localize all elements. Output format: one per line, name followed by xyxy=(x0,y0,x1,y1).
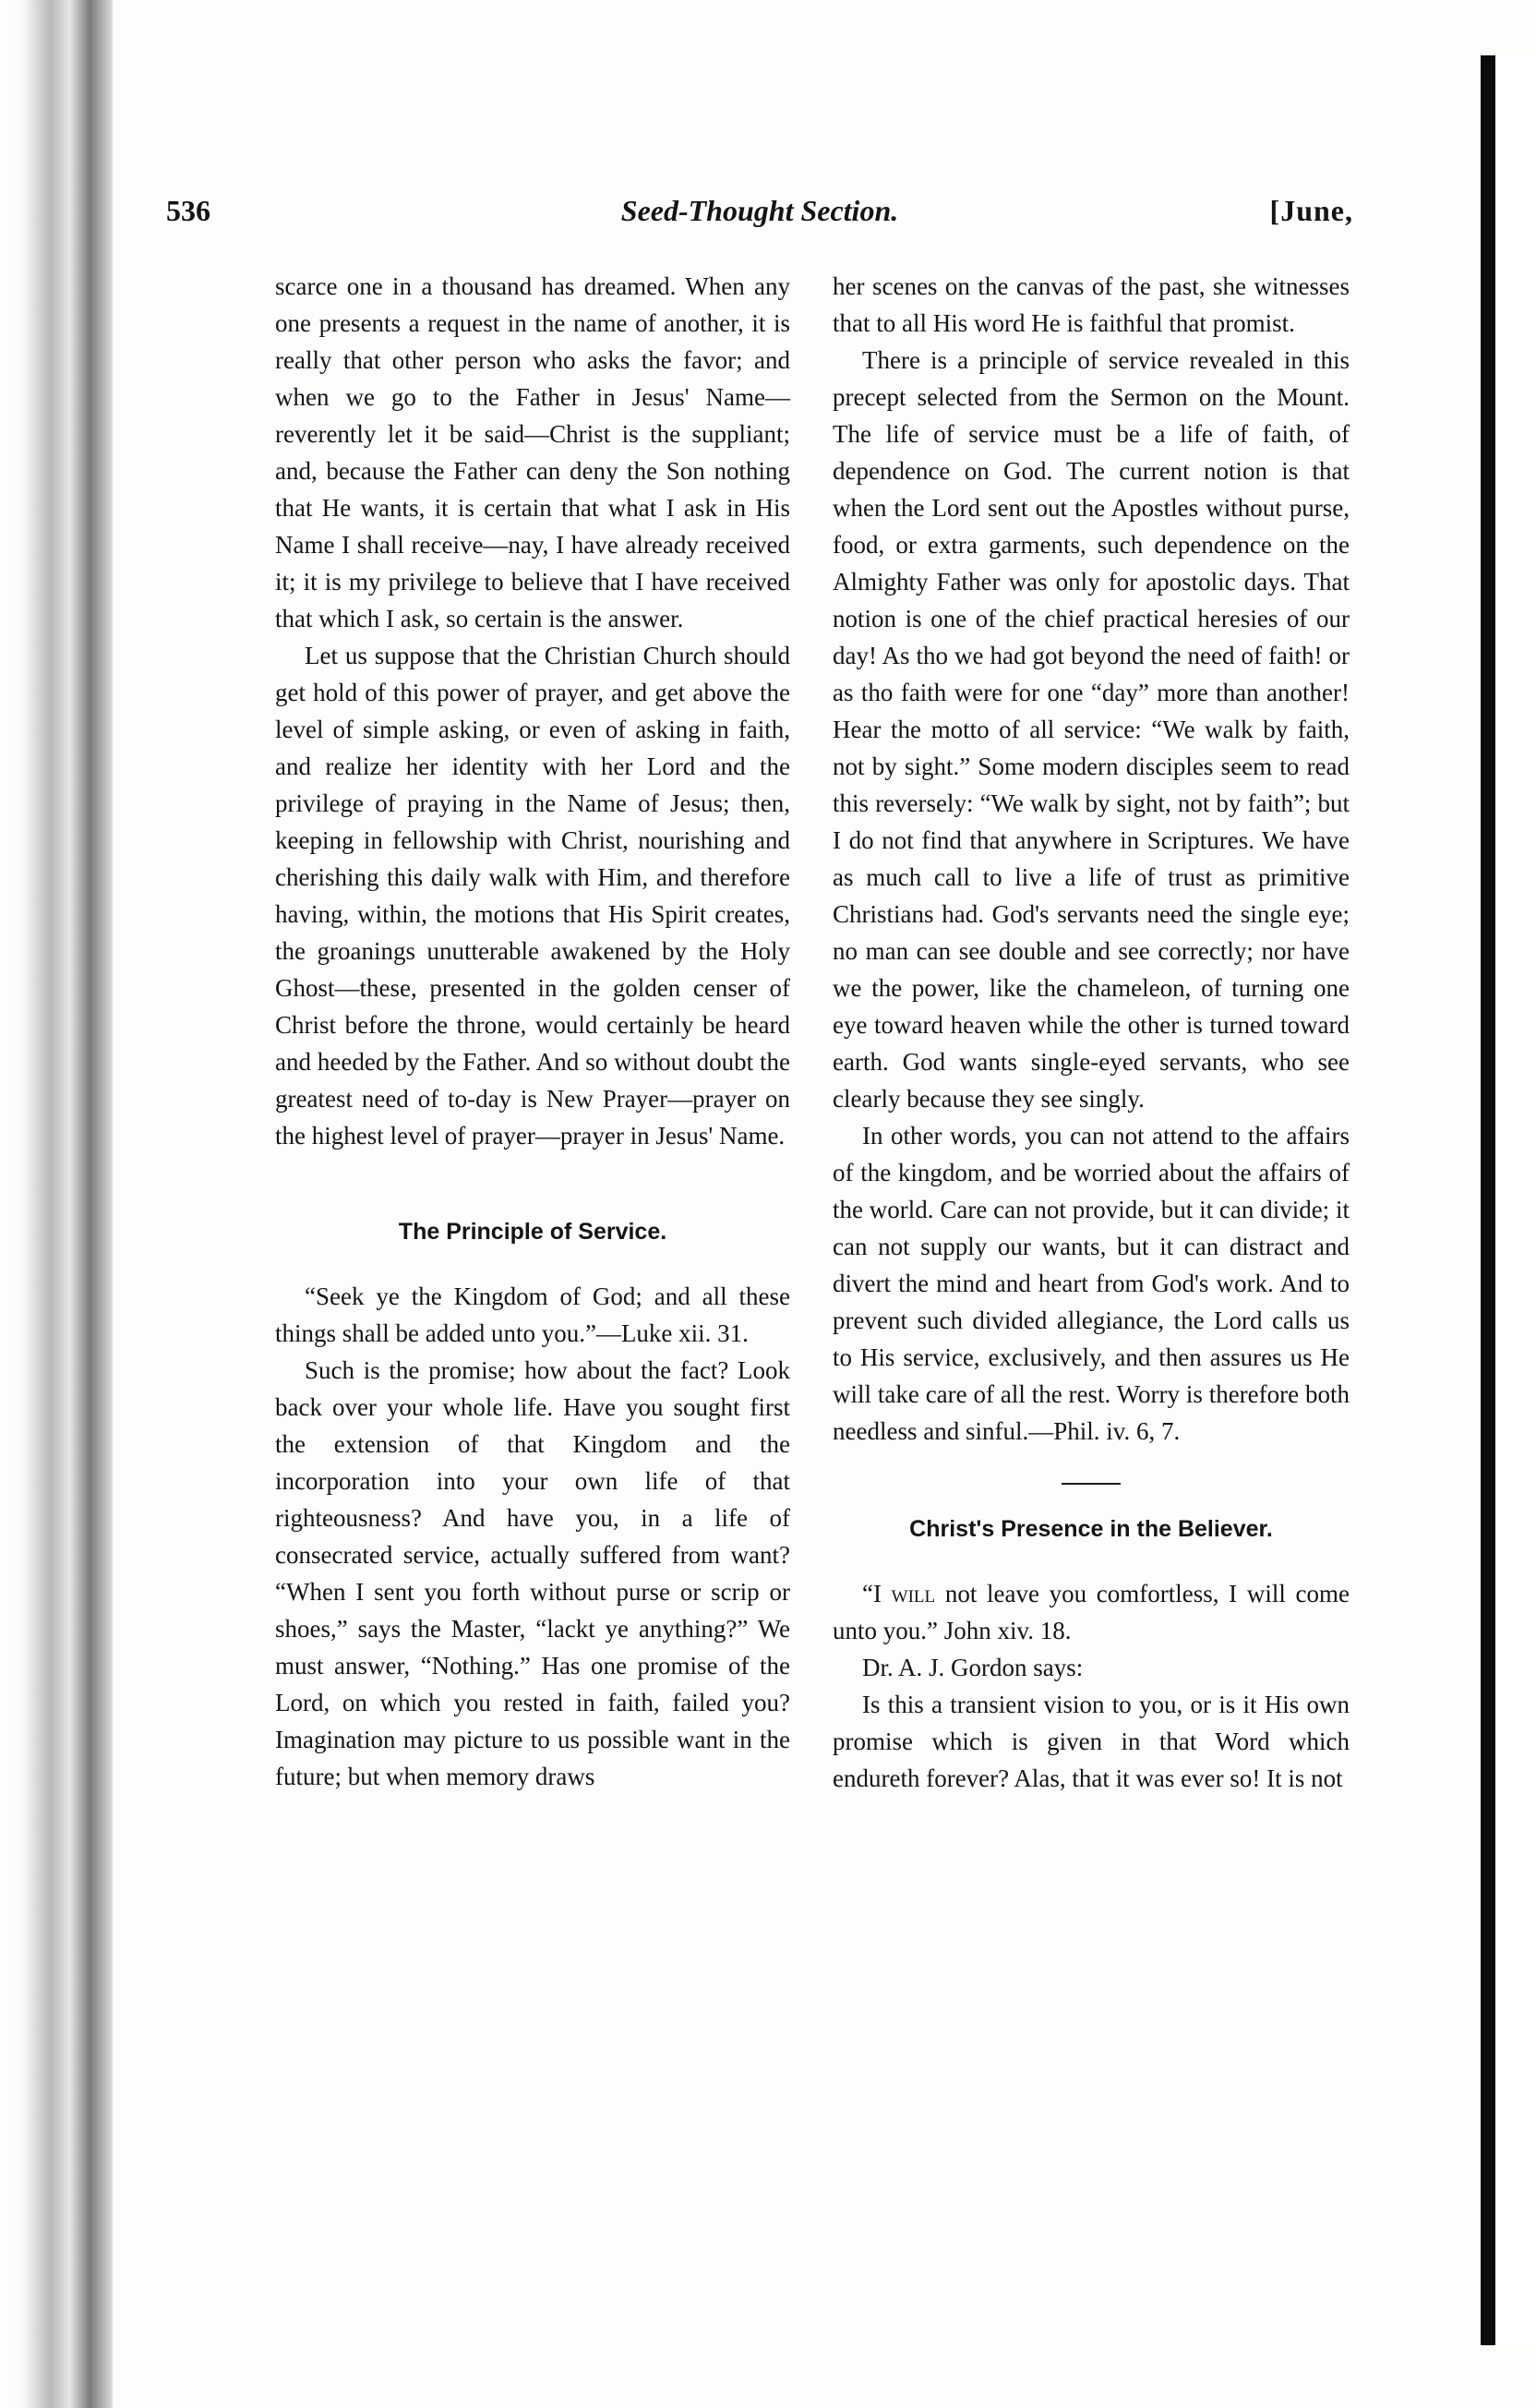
running-title: Seed-Thought Section. xyxy=(620,194,899,227)
right-column xyxy=(833,268,1350,1797)
section-heading: The Principle of Service. xyxy=(398,1219,667,1245)
scripture-quote xyxy=(833,1575,1350,1649)
running-header xyxy=(166,194,1353,249)
paragraph: scarce one in a thousand has dreamed. When any one presents a request in the name of another, it is really that other person who asks the favor; and when we go to the Father in Jesus' Name—reverently let it be said—Christ is the suppliant; and, because the Father can deny the Son nothing that He wants, it is certain that what I ask in His Name I shall receive—nay, I have already received it; it is my privilege to believe that I have received that which I ask, so certain is the answer. xyxy=(275,272,790,632)
paragraph: Dr. A. J. Gordon says: xyxy=(862,1654,1084,1681)
margin-strip xyxy=(1495,55,1536,2345)
quote-rest: not leave you comfortless, I will come unto you.” John xiv. 18. xyxy=(833,1580,1350,1644)
paragraph: There is a principle of service revealed in this precept selected from the Sermon on the Mount. The life of service must be a life of faith, of dependence on God. The current notion is that when the Lord sent out the Apostles without purse, food, or extra garments, such dependence on the Almighty Father was only for apostolic days. That notion is one of the chief practical heresies of our day! As tho we had got beyond the need of faith! or as tho faith were for one “day” more than another! Hear the motto of all service: “We walk by faith, not by sight.” Some modern disciples seem to read this reversely: “We walk by sight, not by faith”; but I do not find that anywhere in Scriptures. We have as much call to live a life of trust as primitive Christians had. God's servants need the single eye; no man can see double and see correctly; nor have we the power, like the chameleon, of turning one eye toward heaven while the other is turned toward earth. God wants single-eyed servants, who see clearly because they see singly. xyxy=(833,346,1350,1113)
left-column xyxy=(275,268,790,1795)
paragraph: Such is the promise; how about the fact? Look back over your whole life. Have you sought first the extension of that Kingdom and the incorporation into your own life of that righteousness? And have you, in a life of consecrated service, actually suffered from want? “When I sent you forth without purse or scrip or shoes,” says the Master, “lackt ye anything?” We must answer, “Nothing.” Has one promise of the Lord, on which you rested in faith, failed you? Imagination may picture to us possible want in the future; but when memory draws xyxy=(275,1356,790,1790)
paragraph: Is this a transient vision to you, or is it His own promise which is given in that Word which endureth forever? Alas, that it was ever so! It is not xyxy=(833,1691,1350,1792)
running-month: [June, xyxy=(1269,194,1353,227)
paragraph: Let us suppose that the Christian Church should get hold of this power of prayer, and get above the level of simple asking, or even of asking in faith, and realize her identity with her Lord and the privilege of praying in the Name of Jesus; then, keeping in fellowship with Christ, nourishing and cherishing this daily walk with Him, and therefore having, within, the motions that His Spirit creates, the groanings unutterable awakened by the Holy Ghost—these, presented in the golden censer of Christ before the throne, would certainly be heard and heeded by the Father. And so without doubt the greatest need of to-day is New Prayer—prayer on the highest level of prayer—prayer in Jesus' Name. xyxy=(275,642,790,1150)
section-heading: Christ's Presence in the Believer. xyxy=(909,1516,1273,1542)
paragraph: her scenes on the canvas of the past, she witnesses that to all His word He is faithful that promist. xyxy=(833,272,1350,337)
paragraph: In other words, you can not attend to the affairs of the kingdom, and be worried about the affairs of the world. Care can not provide, but it can divide; it can not supply our wants, but it can distract and divert the mind and heart from God's work. And to prevent such divided allegiance, the Lord calls us to His service, exclusively, and then assures us He will take care of all the rest. Worry is therefore both needless and sinful.—Phil. iv. 6, 7. xyxy=(833,1122,1350,1445)
quote-word-will: will xyxy=(891,1580,936,1607)
next-page-edge xyxy=(1481,55,1495,2345)
book-binding-shadow xyxy=(0,0,113,2408)
page-number: 536 xyxy=(166,194,210,227)
section-divider xyxy=(1062,1483,1121,1485)
quote-open: “I xyxy=(862,1580,892,1607)
scripture-quote: “Seek ye the Kingdom of God; and all these things shall be added unto you.”—Luke xii. 31. xyxy=(275,1282,790,1347)
